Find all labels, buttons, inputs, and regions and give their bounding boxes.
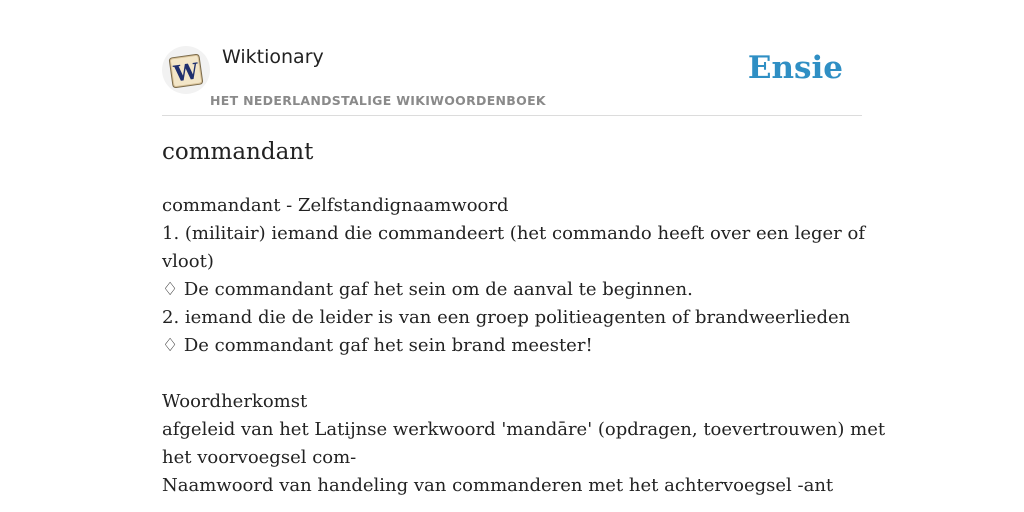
definition-line: vloot) xyxy=(162,251,214,272)
brand-logo[interactable]: Ensie xyxy=(747,50,843,86)
etymology-line: het voorvoegsel com- xyxy=(162,447,357,468)
site-name[interactable]: Wiktionary xyxy=(222,46,324,68)
entry-heading-line: commandant - Zelfstandignaamwoord xyxy=(162,195,509,216)
logo-letter: W xyxy=(172,58,201,88)
etymology-heading: Woordherkomst xyxy=(162,391,308,412)
example-line: ♢ De commandant gaf het sein brand meester! xyxy=(162,335,593,356)
site-tagline: HET NEDERLANDSTALIGE WIKIWOORDENBOEK xyxy=(210,93,546,108)
spacer xyxy=(162,360,862,388)
etymology-line: Naamwoord van handeling van commanderen met het achtervoegsel -ant xyxy=(162,475,834,496)
entry-content xyxy=(162,192,886,500)
example-line: ♢ De commandant gaf het sein om de aanval te beginnen. xyxy=(162,279,693,300)
etymology-line: afgeleid van het Latijnse werkwoord 'mandāre' (opdragen, toevertrouwen) met xyxy=(162,419,886,440)
wiktionary-logo-icon[interactable] xyxy=(162,46,210,94)
site-header xyxy=(162,0,862,116)
definition-line: 1. (militair) iemand die commandeert (het commando heeft over een leger of xyxy=(162,223,866,244)
definition-line: 2. iemand die de leider is van een groep politieagenten of brandweerlieden xyxy=(162,307,851,328)
entry-title: commandant xyxy=(162,139,314,165)
